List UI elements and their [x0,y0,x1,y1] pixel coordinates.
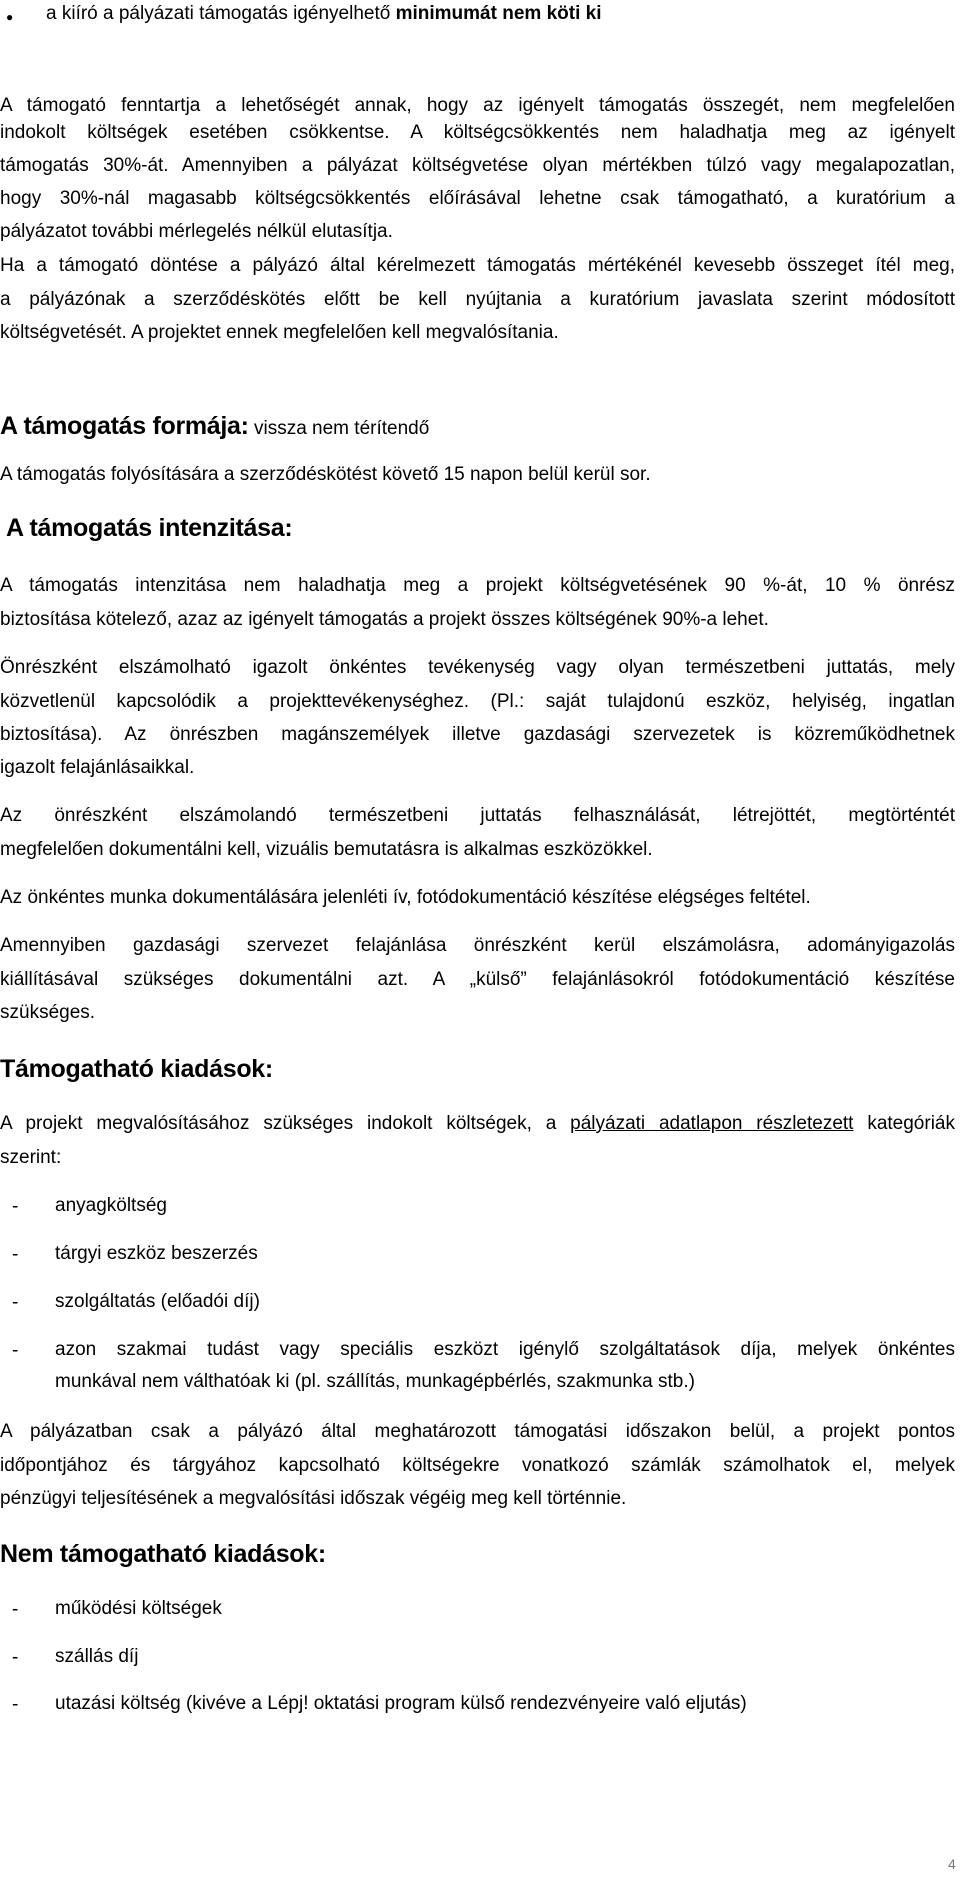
intenzitas-p5-line-1: Amennyiben gazdasági szervezet felajánlása önrészként kerül elszámolásra, adományigazolás [0,935,955,956]
paragraph-2-line-1: Ha a támogató döntése a pályázó által kérelmezett támogatás mértékénél kevesebb összeget ítél meg, [0,255,955,276]
intenzitas-p1-line-2: biztosítása kötelező, azaz az igényelt támogatás a projekt összes költségének 90%-a lehet. [0,609,769,630]
intenzitas-p4: Az önkéntes munka dokumentálására jelenléti ív, fotódokumentáció készítése elégséges feltétel. [0,887,811,908]
tamogathato-intro-line-2: szerint: [0,1147,62,1168]
intenzitas-p5-line-3: szükséges. [0,1002,96,1023]
paragraph-1-line-1: A támogató fenntartja a lehetőségét annak, hogy az igényelt támogatás összegét, nem megfelelően [0,95,955,116]
intenzitas-p3-line-1: Az önrészként elszámolandó természetbeni juttatás felhasználását, létrejöttét, megtörténtét [0,805,955,826]
intenzitas-p2-line-2: közvetlenül kapcsolódik a projekttevékenységhez. (Pl.: saját tulajdonú eszköz, helyiség, ingatlan [0,691,955,712]
list-dash: - [12,1647,19,1668]
nem-tamogathato-item-1: működési költségek [55,1598,222,1619]
paragraph-1-line-4: hogy 30%-nál magasabb költségcsökkentés előírásával lehetne csak támogatható, a kuratórium a [0,188,955,209]
forma-heading-line [0,414,429,439]
page-number: 4 [948,1856,956,1872]
tamogathato-outro-line-3: pénzügyi teljesítésének a megvalósítási időszak végéig meg kell történnie. [0,1488,627,1509]
list-dash: - [12,1599,19,1620]
list-dash: - [12,1694,19,1715]
paragraph-1-line-5: pályázatot további mérlegelés nélkül elutasítja. [0,221,393,242]
paragraph-2-line-3: költségvetését. A projektet ennek megfelelően kell megvalósítania. [0,322,559,343]
intenzitas-p2-line-1: Önrészként elszámolható igazolt önkéntes tevékenység vagy olyan természetbeni juttatás, mely [0,657,955,678]
intenzitas-heading: A támogatás intenzitása: [6,514,293,542]
paragraph-1-line-2: indokolt költségek esetében csökkentse. A költségcsökkentés nem haladhatja meg az igényelt [0,122,955,143]
intenzitas-p3-line-2: megfelelően dokumentálni kell, vizuális bemutatásra is alkalmas eszközökkel. [0,839,653,860]
list-dash: - [12,1196,19,1217]
paragraph-2-line-2: a pályázónak a szerződéskötés előtt be kell nyújtania a kuratórium javaslata szerint módosított [0,289,955,310]
list-dash: - [12,1292,19,1313]
intenzitas-p5-line-2: kiállításával szükséges dokumentálni azt. A „külső” felajánlásokról fotódokumentáció készítése [0,969,955,990]
nem-tamogathato-item-3: utazási költség (kivéve a Lépj! oktatási program külső rendezvényeire való eljutás) [55,1693,747,1714]
intenzitas-p2-line-4: igazolt felajánlásaikkal. [0,757,195,778]
tamogathato-outro-line-2: időpontjához és tárgyához kapcsolható költségekre vonatkozó számlák számolhatok el, melyek [0,1455,955,1476]
nem-tamogathato-item-2: szállás díj [55,1646,139,1667]
tamogathato-item-3: szolgáltatás (előadói díj) [55,1291,260,1312]
forma-heading: A támogatás formája: [0,412,249,440]
tamogathato-item-1: anyagköltség [55,1195,167,1216]
bullet-marker: ● [6,10,14,24]
nem-tamogathato-heading: Nem támogatható kiadások: [0,1540,326,1568]
intenzitas-p1-line-1: A támogatás intenzitása nem haladhatja meg a projekt költségvetésének 90 %-át, 10 % önrész [0,575,955,596]
forma-value: vissza nem térítendő [248,418,430,439]
tamogathato-item-4-line-2: munkával nem válthatóak ki (pl. szállítás, munkagépbérlés, szakmunka stb.) [55,1371,695,1392]
tamogathato-intro-line-1: A projekt megvalósításához szükséges indokolt költségek, a pályázati adatlapon részletezett kategóriák [0,1113,955,1134]
tamogathato-outro-line-1: A pályázatban csak a pályázó által meghatározott támogatási időszakon belül, a projekt pontos [0,1421,955,1442]
tamogathato-item-4-line-1: azon szakmai tudást vagy speciális eszközt igénylő szolgáltatások díja, melyek önkéntes [55,1339,955,1360]
bullet-line: a kiíró a pályázati támogatás igényelhető minimumát nem köti ki [46,3,602,24]
paragraph-1-line-3: támogatás 30%-át. Amennyiben a pályázat költségvetése olyan mértékben túlzó vagy megalapozatlan, [0,155,955,176]
intenzitas-p2-line-3: biztosítása). Az önrészben magánszemélyek illetve gazdasági szervezetek is közreműködhetnek [0,724,955,745]
tamogathato-heading: Támogatható kiadások: [0,1055,273,1083]
forma-line: A támogatás folyósítására a szerződéskötést követő 15 napon belül kerül sor. [0,464,651,485]
tamogathato-item-2: tárgyi eszköz beszerzés [55,1243,258,1264]
adatlap-link-text: pályázati adatlapon részletezett [570,1113,854,1134]
list-dash: - [12,1244,19,1265]
list-dash: - [12,1340,19,1361]
